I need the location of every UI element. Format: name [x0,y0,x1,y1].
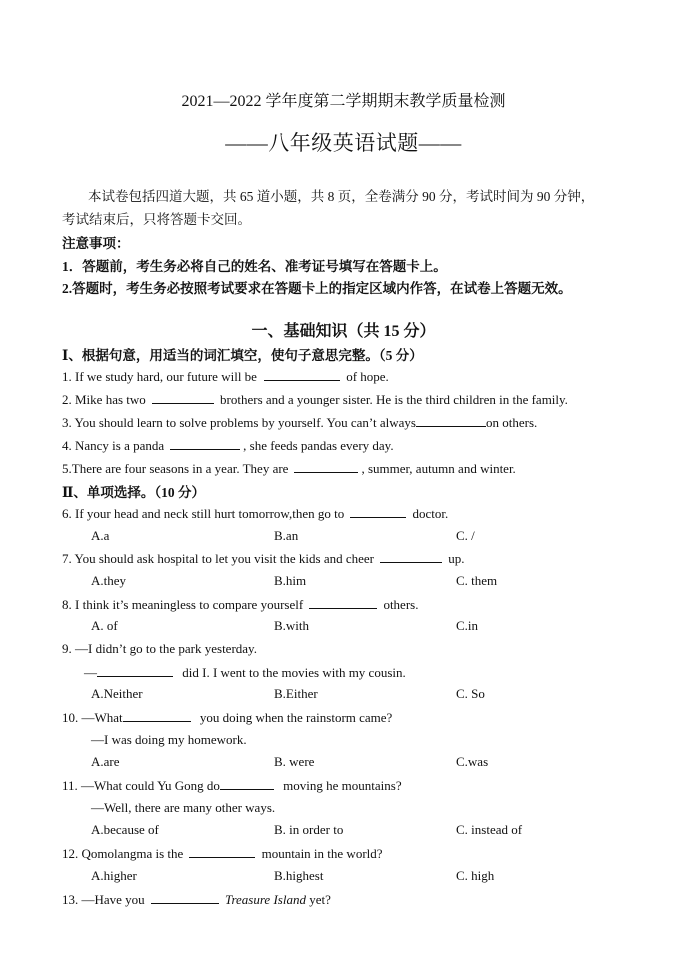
question-10-end: you doing when the rainstorm came? [199,710,393,725]
question-2-end: brothers and a younger sister. He is the third children in the family. [220,392,568,407]
option-a: A.are [91,754,120,769]
question-13 [62,891,331,908]
option-c: C.in [456,618,479,633]
answer-blank [350,505,406,518]
intro-line-1: 本试卷包括四道大题，共 65 道小题，共 8 页，全卷满分 90 分，考试时间为 90 分钟， [88,189,595,204]
option-c: C.was [456,754,489,769]
question-6 [62,505,448,522]
option-b: B. were [274,754,315,769]
question-8-text: 8. I think it’s meaningless to compare yourself [62,597,304,612]
question-2 [62,391,568,408]
question-11-text: 11. —What could Yu Gong do [62,778,220,793]
question-5-end: , summer, autumn and winter. [361,461,516,476]
question-9-reply [84,664,406,681]
option-c: C. them [456,573,498,588]
question-4-end: , she feeds pandas every day. [243,438,394,453]
question-12-end: mountain in the world? [261,846,383,861]
answer-blank [380,550,442,563]
answer-blank [220,777,274,790]
question-1-end: of hope. [346,369,389,384]
question-12 [62,845,383,862]
question-9: 9. —I didn’t go to the park yesterday. [62,641,257,656]
question-10 [62,709,392,726]
question-11-end: moving he mountains? [283,778,402,793]
question-6-text: 6. If your head and neck still hurt tomorrow,then go to [62,506,345,521]
option-c: C. instead of [456,822,523,837]
question-4-text: 4. Nancy is a panda [62,438,165,453]
question-8 [62,596,418,613]
answer-blank [123,709,191,722]
part-1-title: Ⅰ、根据句意，用适当的词汇填空，使句子意思完整。（5 分） [62,348,423,363]
question-8-end: others. [383,597,419,612]
answer-blank [189,845,255,858]
answer-blank [151,891,219,904]
option-b: B. in order to [274,822,344,837]
option-b: B.highest [274,868,324,883]
question-3-end: on others. [486,415,538,430]
note-2: 2.答题时，考生务必按照考试要求在答题卡上的指定区域内作答，在试卷上答题无效。 [62,281,572,296]
option-b: B.with [274,618,310,633]
question-7-text: 7. You should ask hospital to let you visit the kids and cheer [62,551,374,566]
answer-blank [294,460,358,473]
notes-title: 注意事项： [62,236,130,251]
book-title: Treasure Island [224,892,306,907]
option-a: A.Neither [91,686,143,701]
question-7-end: up. [448,551,465,566]
question-3-text: 3. You should learn to solve problems by yourself. You can’t always [62,415,416,430]
question-2-text: 2. Mike has two [62,392,146,407]
reply-dash: — [84,665,97,680]
question-5-text: 5.There are four seasons in a year. They are [62,461,289,476]
question-11-reply: —Well, there are many other ways. [91,800,276,815]
answer-blank [97,664,173,677]
note-1: 1．答题前，考生务必将自己的姓名、准考证号填写在答题卡上。 [62,259,447,274]
answer-blank [309,596,377,609]
option-a: A.a [91,528,110,543]
question-1 [62,368,389,385]
question-4 [62,437,394,454]
intro-line-2: 考试结束后，只将答题卡交回。 [62,212,251,227]
answer-blank [416,414,486,427]
option-c: C. / [456,528,475,543]
answer-blank [152,391,214,404]
question-10-text: 10. —What [62,710,123,725]
question-13-end: yet? [309,892,331,907]
option-a: A. of [91,618,118,633]
question-7 [62,550,464,567]
question-11 [62,777,402,794]
option-a: A.higher [91,868,137,883]
option-b: B.an [274,528,299,543]
option-c: C. high [456,868,495,883]
option-b: B.Either [274,686,318,701]
question-3 [62,414,537,431]
question-6-end: doctor. [412,506,449,521]
part-2-title: Ⅱ、单项选择。（10 分） [62,485,206,500]
question-9-end: did I. I went to the movies with my cousin. [182,665,406,680]
exam-subtitle: ——八年级英语试题—— [225,131,462,155]
question-10-reply: —I was doing my homework. [91,732,247,747]
question-1-text: 1. If we study hard, our future will be [62,369,257,384]
option-c: C. So [456,686,485,701]
answer-blank [264,368,340,381]
option-a: A.because of [91,822,159,837]
answer-blank [170,437,240,450]
option-a: A.they [91,573,127,588]
question-5 [62,460,516,477]
option-b: B.him [274,573,307,588]
question-13-text: 13. —Have you [62,892,145,907]
exam-title: 2021—2022 学年度第二学期期末教学质量检测 [181,93,506,110]
question-12-text: 12. Qomolangma is the [62,846,184,861]
section-1-title: 一、基础知识（共 15 分） [251,323,436,340]
